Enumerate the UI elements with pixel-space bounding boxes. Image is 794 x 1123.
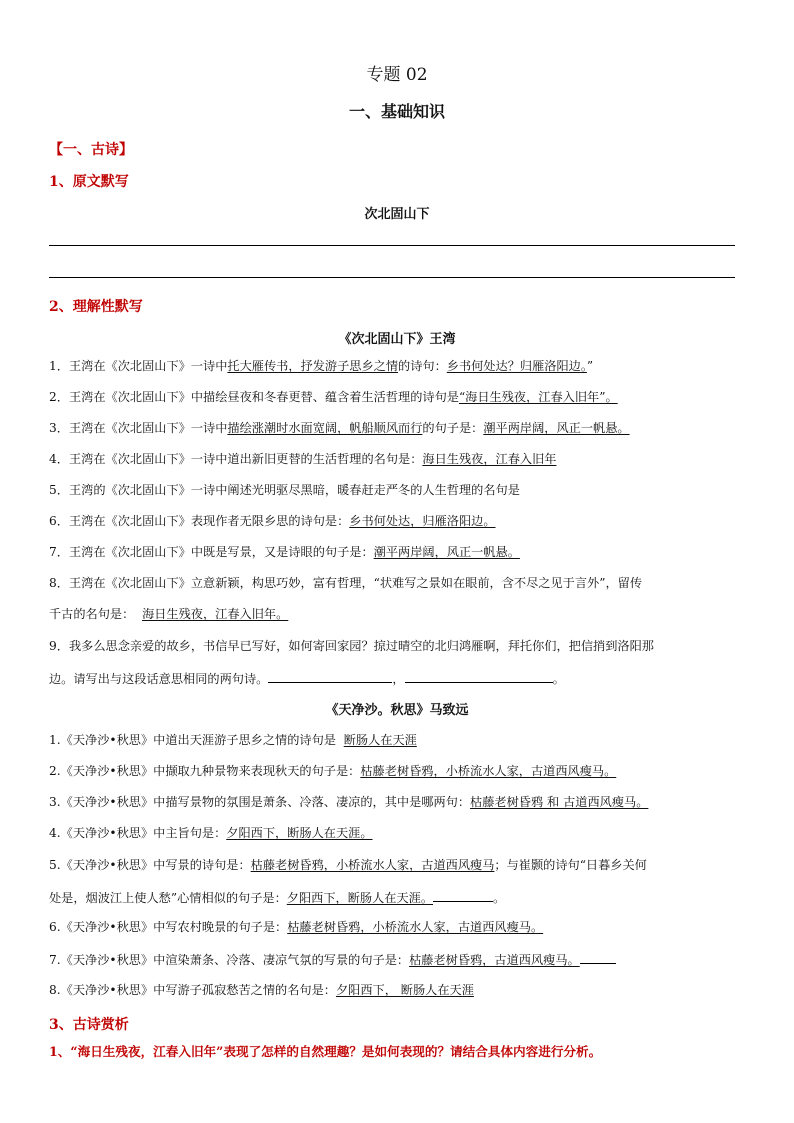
answer-text: 乡书何处达？归雁洛阳边。 <box>446 359 587 373</box>
answer-blank[interactable] <box>268 668 392 683</box>
question-text: 5．王湾的《次北固山下》一诗中阐述光明驱尽黑暗，暖春赶走严冬的人生哲理的名句是 <box>49 483 520 497</box>
answer-text: 枯藤老树昏鸦 和 古道西风瘦马。 <box>470 795 649 809</box>
question-item <box>49 388 618 406</box>
answer-text: 枯藤老树昏鸦，古道西风瘦马。 <box>409 953 580 967</box>
question-item <box>49 793 648 811</box>
question-keyword: 托大雁传书，抒发游子思乡之情 <box>227 359 399 373</box>
question-item <box>49 419 630 437</box>
question-text: 千古的名句是： <box>49 607 135 621</box>
question-text: 3．王湾在《次北固山下》一诗中 <box>49 421 228 435</box>
question-item-continued <box>49 668 565 688</box>
question-text: 3.《天净沙•秋思》中描写景物的氛围是萧条、冷落、凄凉的，其中是哪两句： <box>49 795 471 809</box>
subsection-heading-comprehension: 2、理解性默写 <box>49 299 143 315</box>
answer-text: 枯藤老树昏鸦，小桥流水人家，古道西风瘦马。 <box>287 920 544 934</box>
answer-text: 潮平两岸阔，风正一帆悬。 <box>483 421 630 435</box>
subsection-heading-recitation: 1、原文默写 <box>49 174 129 190</box>
punctuation: 。 <box>493 891 506 905</box>
question-text: 8.《天净沙•秋思》中写游子孤寂愁苦之情的名句是： <box>49 983 336 997</box>
answer-blank[interactable] <box>433 887 493 902</box>
question-text: 2．王湾在《次北固山下》中描绘昼夜和冬春更替、蕴含着生活哲理的诗句是 <box>49 390 459 404</box>
answer-blank[interactable] <box>580 949 616 964</box>
question-text: 2.《天净沙•秋思》中撷取九种景物来表现秋天的句子是： <box>49 764 361 778</box>
question-text: ；与崔颢的诗句“日暮乡关何 <box>494 858 647 872</box>
question-item <box>49 481 520 499</box>
answer-text: 海日生残夜，江春入旧年。 <box>142 607 289 621</box>
punctuation: ， <box>392 672 405 686</box>
question-item <box>49 450 556 468</box>
question-text: 4.《天净沙•秋思》中主旨句是： <box>49 826 227 840</box>
question-item <box>49 824 373 842</box>
question-item <box>49 918 543 936</box>
writing-line <box>49 245 735 246</box>
question-keyword: 描绘涨潮时水面宽阔，帆船顺风而行 <box>227 421 423 435</box>
answer-text: 枯藤老树昏鸦，小桥流水人家，古道西风瘦马 <box>250 858 495 872</box>
question-text: 的句子是： <box>422 421 484 435</box>
question-text: 边。请写出与这段话意思相同的两句诗。 <box>49 672 269 686</box>
question-item <box>49 543 520 561</box>
answer-text: 乡书何处达，归雁洛阳边。 <box>349 514 496 528</box>
question-text: 6.《天净沙•秋思》中写农村晚景的句子是： <box>49 920 288 934</box>
page-title: 专题 02 <box>366 65 428 85</box>
answer-text: “海日生残夜，江春入旧年”。 <box>458 390 618 404</box>
question-item <box>49 762 616 780</box>
question-item: 8．王湾在《次北固山下》立意新颖，构思巧妙，富有哲理，“状难写之景如在眼前，含不尽之见于言外”，留传 <box>49 576 643 590</box>
question-text: 7．王湾在《次北固山下》中既是写景，又是诗眼的句子是： <box>49 545 374 559</box>
question-text: ” <box>586 359 594 373</box>
answer-blank[interactable] <box>405 668 553 683</box>
question-item <box>49 731 417 749</box>
question-text: 7.《天净沙•秋思》中渲染萧条、冷落、凄凉气氛的写景的句子是： <box>49 953 410 967</box>
answer-text: 夕阳西下， 断肠人在天涯 <box>335 983 474 997</box>
question-text: 6．王湾在《次北固山下》表现作者无限乡思的诗句是： <box>49 514 350 528</box>
answer-text: 枯藤老树昏鸦，小桥流水人家，古道西风瘦马。 <box>360 764 617 778</box>
answer-text: 夕阳西下，断肠人在天涯。 <box>226 826 373 840</box>
punctuation: 。 <box>552 672 565 686</box>
answer-text: 潮平两岸阔，风正一帆悬。 <box>373 545 520 559</box>
page-subtitle: 一、基础知识 <box>348 102 445 121</box>
question-text: 处是，烟波江上使人愁”心情相似的句子是： <box>49 891 287 905</box>
question-item <box>49 357 593 375</box>
poem1-heading: 《次北固山下》王湾 <box>338 332 456 347</box>
question-item <box>49 856 647 874</box>
answer-text: 断肠人在天涯 <box>343 733 417 747</box>
section-heading-poems: 【一、古诗】 <box>49 142 133 158</box>
poem2-heading: 《天净沙。秋思》马致远 <box>325 703 469 718</box>
question-text: 4．王湾在《次北固山下》一诗中道出新旧更替的生活哲理的名句是： <box>49 452 423 466</box>
subsection-heading-appreciation: 3、古诗赏析 <box>49 1017 129 1033</box>
question-item-continued <box>49 887 505 907</box>
question-text: 的诗句： <box>398 359 447 373</box>
question-item: 9．我多么思念亲爱的故乡，书信早已写好，如何寄回家园？掠过晴空的北归鸿雁啊，拜托你们，把信捎到洛阳那 <box>49 639 654 653</box>
answer-text: 海日生残夜，江春入旧年 <box>422 452 557 466</box>
question-text: 5.《天净沙•秋思》中写景的诗句是： <box>49 858 251 872</box>
question-text: 1．王湾在《次北固山下》一诗中 <box>49 359 228 373</box>
appreciation-question: 1、“海日生残夜，江春入旧年”表现了怎样的自然理趣？是如何表现的？请结合具体内容进行分析。 <box>49 1044 602 1059</box>
question-item <box>49 981 474 999</box>
writing-line <box>49 277 735 278</box>
question-text: 1.《天净沙•秋思》中道出天涯游子思乡之情的诗句是 <box>49 733 336 747</box>
answer-text: 夕阳西下，断肠人在天涯。 <box>286 891 434 905</box>
poem-title: 次北固山下 <box>364 207 430 222</box>
question-item-continued <box>49 605 288 623</box>
question-item <box>49 949 616 969</box>
question-item <box>49 512 496 530</box>
